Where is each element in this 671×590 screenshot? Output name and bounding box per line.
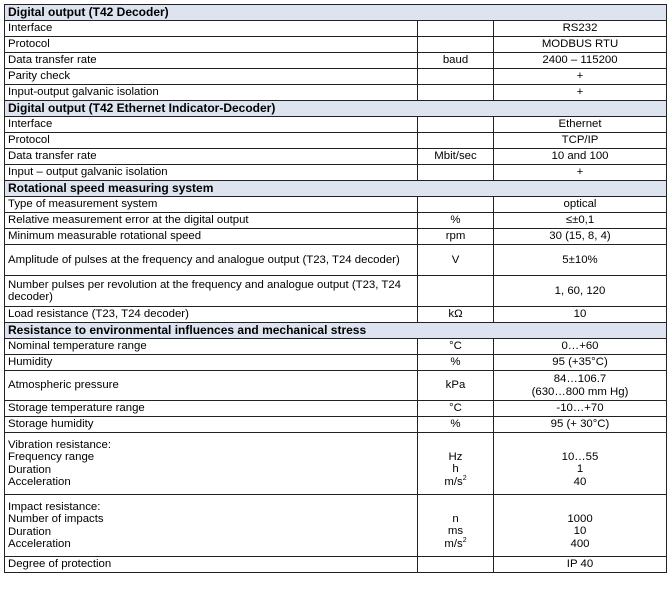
value-text: + xyxy=(576,86,584,99)
section-header xyxy=(5,5,667,21)
spec-row xyxy=(5,149,667,165)
parameter-value xyxy=(494,213,667,229)
value-text: 10 xyxy=(573,525,587,538)
vibration-resistance-row xyxy=(5,433,667,495)
spec-row xyxy=(5,417,667,433)
parameter-text: Duration xyxy=(8,463,52,476)
unit-text xyxy=(421,439,490,451)
parameter-text: Type of measurement system xyxy=(8,198,158,211)
parameter-text: Amplitude of pulses at the frequency and analogue output (T23, T24 decoder) xyxy=(8,253,400,266)
parameter-text: Humidity xyxy=(8,356,53,369)
unit-text xyxy=(421,513,490,525)
parameter-name xyxy=(5,37,418,53)
parameter-name xyxy=(5,197,418,213)
value-text: MODBUS RTU xyxy=(541,38,619,51)
vibration-parameters xyxy=(5,433,418,495)
parameter-unit xyxy=(418,37,494,53)
value-text: 10 xyxy=(573,308,587,321)
parameter-value xyxy=(494,355,667,371)
parameter-unit: % xyxy=(418,213,494,229)
unit-exponent: 2 xyxy=(462,474,467,482)
parameter-value xyxy=(494,37,667,53)
spec-row xyxy=(5,307,667,323)
value-text: (630…800 mm Hg) xyxy=(531,385,629,398)
parameter-unit xyxy=(418,133,494,149)
parameter-value xyxy=(494,165,667,181)
parameter-text: Input-output galvanic isolation xyxy=(8,86,159,99)
section-header xyxy=(5,181,667,197)
spec-row xyxy=(5,85,667,101)
parameter-name xyxy=(5,21,418,37)
parameter-name xyxy=(5,401,418,417)
value-text: 1 xyxy=(576,463,584,476)
parameter-value xyxy=(494,149,667,165)
specification-table-body xyxy=(5,5,667,573)
unit-label: ms xyxy=(447,525,464,538)
parameter-name xyxy=(5,355,418,371)
spec-row xyxy=(5,229,667,245)
spec-row xyxy=(5,245,667,276)
value-text: 84…106.7 xyxy=(553,373,607,386)
unit-label: m/s xyxy=(444,537,463,550)
value-text: RS232 xyxy=(562,22,598,35)
value-text: 10…55 xyxy=(561,451,599,464)
value-text: Ethernet xyxy=(558,118,602,131)
parameter-name xyxy=(5,276,418,307)
parameter-unit: V xyxy=(418,245,494,276)
value-text: 2400 – 115200 xyxy=(542,54,618,67)
parameter-unit: kPa xyxy=(418,371,494,401)
parameter-name xyxy=(5,149,418,165)
spec-row xyxy=(5,69,667,85)
value-text xyxy=(497,501,663,513)
parameter-text: Protocol xyxy=(8,38,50,51)
vibration-values xyxy=(494,433,667,495)
parameter-text: Input – output galvanic isolation xyxy=(8,166,168,179)
parameter-text: Minimum measurable rotational speed xyxy=(8,230,202,243)
unit-text xyxy=(421,463,490,475)
value-text: 1, 60, 120 xyxy=(554,284,606,297)
parameter-name xyxy=(5,307,418,323)
parameter-name: Degree of protection xyxy=(5,557,418,573)
parameter-value xyxy=(494,245,667,276)
vibration-units xyxy=(418,433,494,495)
parameter-text: Protocol xyxy=(8,134,50,147)
parameter-text: Load resistance (T23, T24 decoder) xyxy=(8,308,189,321)
parameter-value xyxy=(494,339,667,355)
unit-text xyxy=(421,538,490,550)
parameter-value xyxy=(494,401,667,417)
value-text: 40 xyxy=(573,475,587,488)
spec-row xyxy=(5,37,667,53)
parameter-value: IP 40 xyxy=(494,557,667,573)
parameter-value xyxy=(494,417,667,433)
parameter-value xyxy=(494,69,667,85)
parameter-value xyxy=(494,371,667,401)
parameter-name xyxy=(5,371,418,401)
parameter-name xyxy=(5,245,418,276)
section-header xyxy=(5,323,667,339)
value-text: optical xyxy=(563,198,597,211)
parameter-text: Frequency range xyxy=(8,451,95,464)
impact-values xyxy=(494,495,667,557)
unit-label: Hz xyxy=(448,451,463,464)
value-text: -10…+70 xyxy=(556,402,604,415)
parameter-unit: °C xyxy=(418,339,494,355)
impact-units xyxy=(418,495,494,557)
spec-row xyxy=(5,371,667,401)
unit-text xyxy=(421,525,490,537)
parameter-unit: rpm xyxy=(418,229,494,245)
parameter-text: Acceleration xyxy=(8,537,71,550)
parameter-name xyxy=(5,213,418,229)
parameter-text: Vibration resistance: xyxy=(8,438,111,451)
parameter-text: Storage temperature range xyxy=(8,402,145,415)
parameter-unit xyxy=(418,165,494,181)
parameter-value xyxy=(494,133,667,149)
parameter-unit xyxy=(418,85,494,101)
spec-row xyxy=(5,197,667,213)
parameter-value xyxy=(494,85,667,101)
parameter-text: Number pulses per revolution at the frequency and analogue output (T23, T24 decoder) xyxy=(8,278,402,303)
specification-table xyxy=(4,4,667,573)
parameter-text: Storage humidity xyxy=(8,418,94,431)
parameter-unit: % xyxy=(418,417,494,433)
parameter-text: Interface xyxy=(8,22,53,35)
value-text xyxy=(497,439,663,451)
parameter-value xyxy=(494,307,667,323)
parameter-text: Impact resistance: xyxy=(8,500,101,513)
spec-row xyxy=(5,133,667,149)
parameter-unit: % xyxy=(418,355,494,371)
unit-label: m/s xyxy=(444,475,463,488)
spec-row xyxy=(5,117,667,133)
unit-label: n xyxy=(452,513,459,526)
parameter-text: Number of impacts xyxy=(8,513,104,526)
spec-row xyxy=(5,213,667,229)
parameter-unit xyxy=(418,21,494,37)
parameter-text: Data transfer rate xyxy=(8,54,97,67)
parameter-text: Nominal temperature range xyxy=(8,340,147,353)
parameter-text: Data transfer rate xyxy=(8,150,97,163)
unit-label: h xyxy=(452,463,459,476)
parameter-value xyxy=(494,229,667,245)
parameter-unit: kΩ xyxy=(418,307,494,323)
section-title: Digital output (T42 Ethernet Indicator-Decoder) xyxy=(5,101,667,117)
spec-row xyxy=(5,557,667,573)
section-title: Rotational speed measuring system xyxy=(5,181,667,197)
parameter-unit xyxy=(418,117,494,133)
value-text: 400 xyxy=(570,537,590,550)
spec-row xyxy=(5,355,667,371)
spec-row xyxy=(5,276,667,307)
value-text: ≤±0,1 xyxy=(565,214,595,227)
parameter-name xyxy=(5,229,418,245)
value-text: 95 (+ 30°C) xyxy=(550,418,610,431)
parameter-text: Parity check xyxy=(8,70,71,83)
parameter-unit: baud xyxy=(418,53,494,69)
parameter-value xyxy=(494,21,667,37)
value-text: + xyxy=(576,166,584,179)
parameter-text: Atmospheric pressure xyxy=(8,379,119,392)
parameter-text: Relative measurement error at the digital output xyxy=(8,214,249,227)
value-text: 0…+60 xyxy=(561,340,599,353)
parameter-unit xyxy=(418,197,494,213)
parameter-value xyxy=(494,53,667,69)
parameter-name xyxy=(5,339,418,355)
parameter-text: Acceleration xyxy=(8,475,71,488)
spec-row xyxy=(5,339,667,355)
parameter-unit xyxy=(418,557,494,573)
spec-row xyxy=(5,53,667,69)
parameter-name xyxy=(5,417,418,433)
parameter-text: Interface xyxy=(8,118,53,131)
parameter-unit: Mbit/sec xyxy=(418,149,494,165)
unit-text xyxy=(421,476,490,488)
value-text: TCP/IP xyxy=(561,134,599,147)
spec-row xyxy=(5,401,667,417)
section-title: Digital output (T42 Decoder) xyxy=(5,5,667,21)
value-text: 95 (+35°C) xyxy=(552,356,608,369)
parameter-name xyxy=(5,69,418,85)
value-text: 1000 xyxy=(567,513,593,526)
unit-text xyxy=(421,501,490,513)
parameter-name xyxy=(5,133,418,149)
impact-resistance-row xyxy=(5,495,667,557)
parameter-name xyxy=(5,117,418,133)
parameter-value xyxy=(494,117,667,133)
impact-parameters xyxy=(5,495,418,557)
parameter-name xyxy=(5,85,418,101)
parameter-value xyxy=(494,197,667,213)
parameter-name xyxy=(5,165,418,181)
value-text: 30 (15, 8, 4) xyxy=(549,230,611,243)
unit-exponent: 2 xyxy=(462,536,467,544)
parameter-unit xyxy=(418,276,494,307)
parameter-unit: °C xyxy=(418,401,494,417)
parameter-unit xyxy=(418,69,494,85)
value-text: 10 and 100 xyxy=(551,150,609,163)
spec-row xyxy=(5,165,667,181)
unit-text xyxy=(421,451,490,463)
parameter-text: Duration xyxy=(8,525,52,538)
value-text: + xyxy=(576,70,584,83)
value-text: 5±10% xyxy=(562,253,598,266)
spec-row xyxy=(5,21,667,37)
section-title: Resistance to environmental influences and mechanical stress xyxy=(5,323,667,339)
section-header xyxy=(5,101,667,117)
parameter-name xyxy=(5,53,418,69)
parameter-value xyxy=(494,276,667,307)
